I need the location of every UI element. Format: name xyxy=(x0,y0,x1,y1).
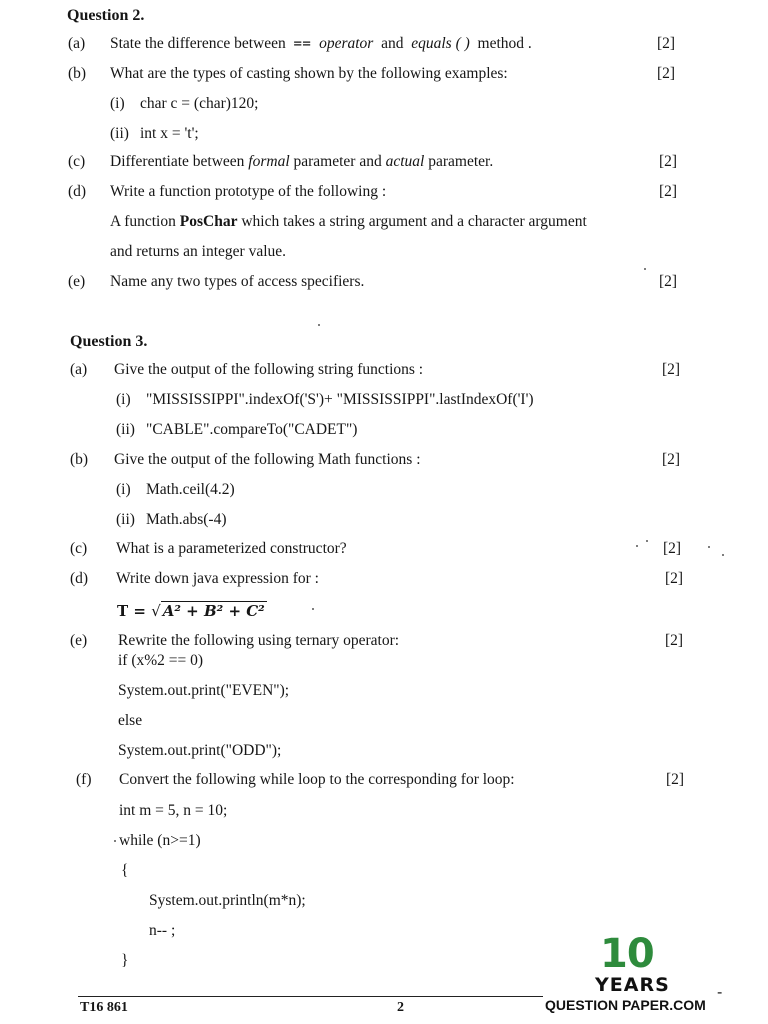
q2c-text: Differentiate between formal parameter and actual parameter. xyxy=(110,153,494,170)
scan-speck xyxy=(646,540,648,542)
q2b-ii-text: int x = 't'; xyxy=(140,125,199,142)
q3a-ii-label: (ii) xyxy=(116,421,135,438)
footer-rule xyxy=(78,996,543,997)
q2b-i-text: char c = (char)120; xyxy=(140,95,259,112)
q2b-ii-label: (ii) xyxy=(110,125,129,142)
q3f-code-line-1: int m = 5, n = 10; xyxy=(119,802,228,819)
q3e-code-line-1: if (x%2 == 0) xyxy=(118,652,204,669)
formula-radicand: A² + B² + C² xyxy=(162,602,265,620)
q3e-marks: [2] xyxy=(665,632,684,649)
q3f-text: Convert the following while loop to the corresponding for loop: xyxy=(119,771,515,788)
q3d-formula xyxy=(117,601,267,621)
q2d-line2: A function PosChar which takes a string argument and a character argument xyxy=(110,213,587,230)
q3b-i-text: Math.ceil(4.2) xyxy=(146,481,235,498)
q2b-text: What are the types of casting shown by the following examples: xyxy=(110,65,508,82)
q3e-label: (e) xyxy=(70,632,88,649)
q3a-text: Give the output of the following string functions : xyxy=(114,361,424,378)
q2c-marks: [2] xyxy=(659,153,678,170)
q3e-code-line-4: System.out.print("ODD"); xyxy=(118,742,282,759)
scan-speck xyxy=(312,608,314,610)
q2b-i-label: (i) xyxy=(110,95,125,112)
q3c-text: What is a parameterized constructor? xyxy=(116,540,347,557)
scan-speck xyxy=(636,545,638,547)
footer-page-number: 2 xyxy=(397,1000,404,1015)
q2d-text: Write a function prototype of the following : xyxy=(110,183,387,200)
q3f-code-line-6: } xyxy=(121,952,129,969)
q2e-marks: [2] xyxy=(659,273,678,290)
q3e-text: Rewrite the following using ternary operator: xyxy=(118,632,400,649)
formula-lhs: T = xyxy=(117,602,146,620)
q3b-i-label: (i) xyxy=(116,481,131,498)
q3a-ii-text: "CABLE".compareTo("CADET") xyxy=(146,421,358,438)
scan-speck xyxy=(644,268,646,270)
q2c-label: (c) xyxy=(68,153,86,170)
q3b-text: Give the output of the following Math functions : xyxy=(114,451,421,468)
q2e-label: (e) xyxy=(68,273,86,290)
q3f-marks: [2] xyxy=(666,771,685,788)
q2d-marks: [2] xyxy=(659,183,678,200)
q2b-label: (b) xyxy=(68,65,87,82)
scan-speck xyxy=(708,546,710,548)
logo-site: QUESTION PAPER.COM xyxy=(545,997,706,1013)
q3b-ii-label: (ii) xyxy=(116,511,135,528)
question-2-heading: Question 2. xyxy=(67,7,145,24)
q3f-code-line-5: n-- ; xyxy=(149,922,176,939)
sqrt-symbol: √ xyxy=(151,602,161,620)
q3b-ii-text: Math.abs(-4) xyxy=(146,511,227,528)
q3b-label: (b) xyxy=(70,451,89,468)
q2a-label: (a) xyxy=(68,35,86,52)
q3a-label: (a) xyxy=(70,361,88,378)
q2a-marks: [2] xyxy=(657,35,676,52)
footer-paper-code: T16 861 xyxy=(80,1000,128,1015)
logo-years: YEARS xyxy=(595,974,670,996)
q3b-marks: [2] xyxy=(662,451,681,468)
scan-speck xyxy=(318,324,320,326)
scan-speck xyxy=(114,840,116,842)
q2d-label: (d) xyxy=(68,183,87,200)
logo-number: 10 xyxy=(600,931,654,977)
scan-speck xyxy=(722,554,724,556)
q3a-i-text: "MISSISSIPPI".indexOf('S')+ "MISSISSIPPI".lastIndexOf('I') xyxy=(146,391,534,408)
q2e-text: Name any two types of access specifiers. xyxy=(110,273,365,290)
q3f-code-line-4: System.out.println(m*n); xyxy=(149,892,306,909)
q2b-marks: [2] xyxy=(657,65,676,82)
logo-dash: - xyxy=(717,984,723,1001)
question-3-heading: Question 3. xyxy=(70,333,148,350)
q3f-code-line-3: { xyxy=(121,862,129,879)
q3e-code-line-3: else xyxy=(118,712,143,729)
q3c-marks: [2] xyxy=(663,540,682,557)
q3a-i-label: (i) xyxy=(116,391,131,408)
q2d-line3: and returns an integer value. xyxy=(110,243,287,260)
q3e-code-line-2: System.out.print("EVEN"); xyxy=(118,682,290,699)
q3f-label: (f) xyxy=(76,771,92,788)
q3a-marks: [2] xyxy=(662,361,681,378)
q3d-marks: [2] xyxy=(665,570,684,587)
q3d-text: Write down java expression for : xyxy=(116,570,319,587)
q3c-label: (c) xyxy=(70,540,88,557)
q2a-text: State the difference between == operator and equals ( ) method . xyxy=(110,35,532,52)
q3d-label: (d) xyxy=(70,570,89,587)
q3f-code-line-2: while (n>=1) xyxy=(119,832,201,849)
